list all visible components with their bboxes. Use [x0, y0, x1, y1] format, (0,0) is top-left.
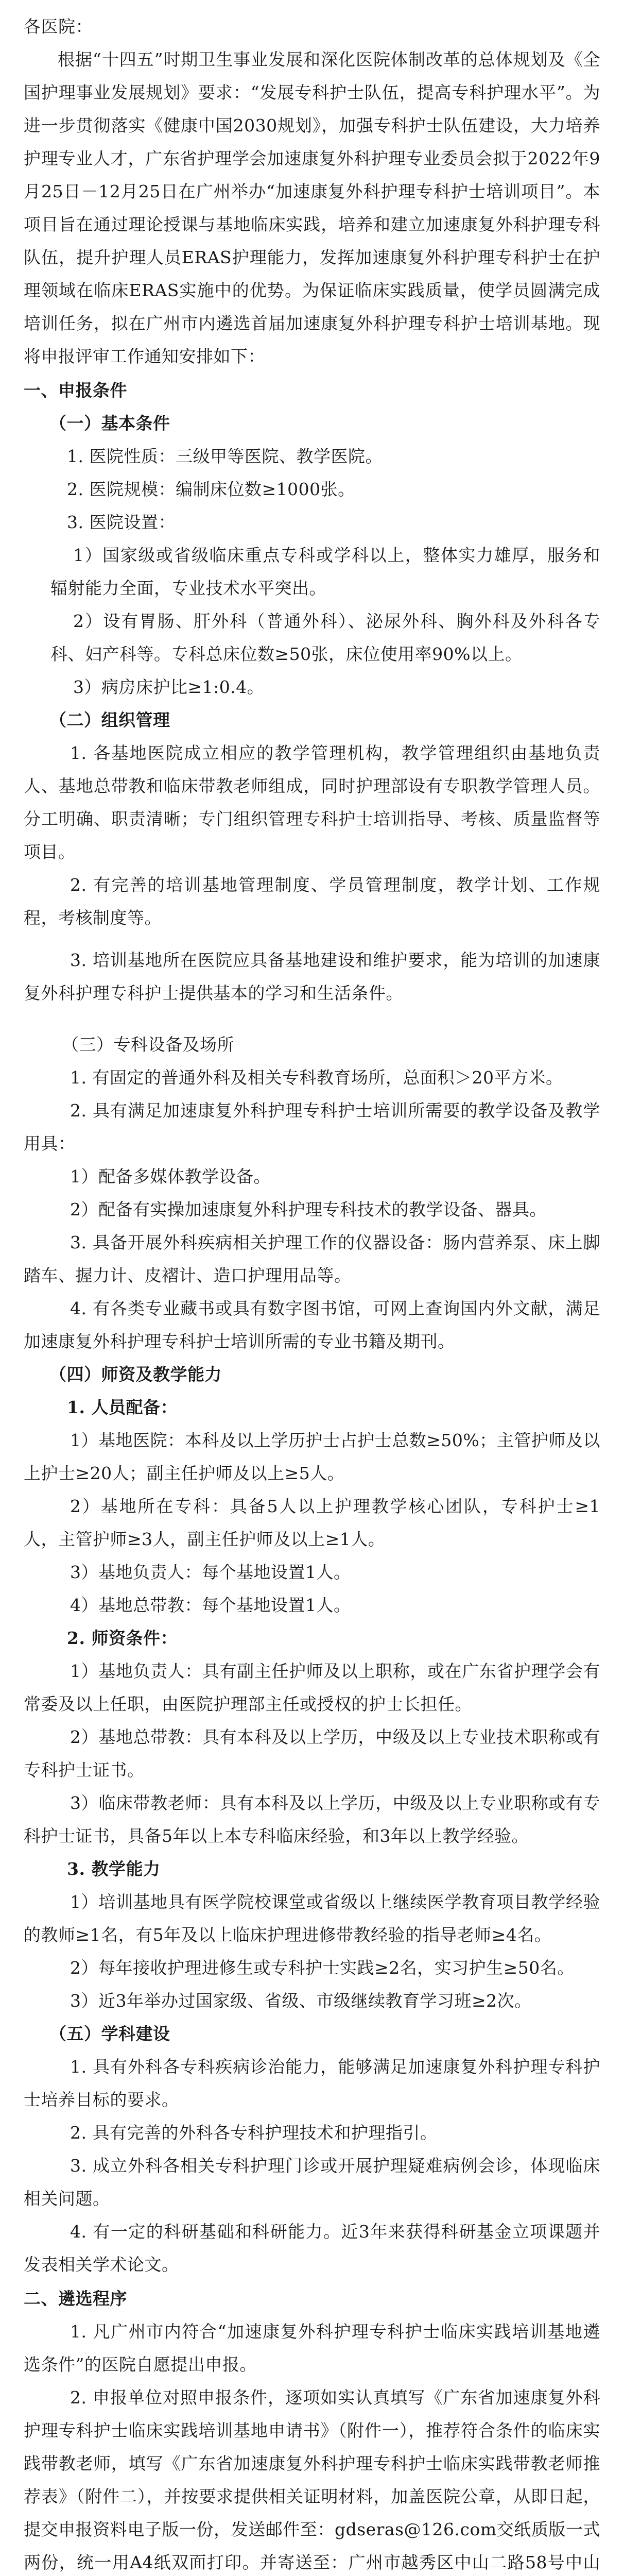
- equipment-item: 1. 有固定的普通外科及相关专科教育场所，总面积＞20平方米。: [70, 1067, 563, 1088]
- intro-paragraph: 根据“十四五”时期卫生事业发展和深化医院体制改革的总体规划及《全国护理事业发展规划》要求：“发展专科护士队伍，提高专科护理水平”。为进一步贯彻落实《健康中国2030规划》，加强专科护士队伍建设，大力培养护理专业人才，广东省护理学会加速康复外科护理专业委员会拟于2022年9月25日－12月25日在广州举办“加速康复外科护理专科护士培训项目”。本项目旨在通过理论授课与基地临床实践，培养和建立加速康复外科护理专科队伍，提升护理人员ERAS护理能力，发挥加速康复外科护理专科护士在护理领域在临床ERAS实施中的优势。为保证临床实践质量，使学员圆满完成培训任务，拟在广州市内遴选首届加速康复外科护理专科护士培训基地。现将申报评审工作通知安排如下：: [24, 49, 600, 366]
- discipline-item: 1. 具有外科各专科疾病诊治能力，能够满足加速康复外科护理专科护士培养目标的要求。: [24, 2057, 600, 2110]
- basic-sub-item: 1）国家级或省级临床重点专科或学科以上，整体实力雄厚，服务和辐射能力全面，专业技术水平突出。: [50, 545, 600, 598]
- org-item: 2. 有完善的培训基地管理制度、学员管理制度，教学计划、工作规程，考核制度等。: [24, 875, 600, 928]
- staff-subtitle: 1. 人员配备：: [67, 1397, 178, 1417]
- basic-conditions-title: （一）基本条件: [49, 413, 170, 433]
- section-2-title: 二、遴选程序: [24, 2289, 127, 2309]
- staff-item: 2）基地所在专科：具备5人以上护理教学核心团队，专科护士≥1人，主管护师≥3人，副主任护师及以上≥1人。: [24, 1496, 600, 1549]
- org-item: 1. 各基地医院成立相应的教学管理机构，教学管理组织由基地负责人、基地总带教和临床带教老师组成，同时护理部设有专职教学管理人员。分工明确、职责清晰；专门组织管理专科护士培训指导、考核、质量监督等项目。: [24, 743, 600, 862]
- staff-item: 4）基地总带教：每个基地设置1人。: [70, 1595, 351, 1615]
- procedure-item: 2. 申报单位对照申报条件，逐项如实认真填写《广东省加速康复外科护理专科护士临床实践培训基地申请书》（附件一），推荐符合条件的临床实践带教老师，填写《广东省加速康复外科护理专科护士临床实践带教老师推荐表》（附件二），并按要求提供相关证明材料，加盖医院公章，从即日起，提交申报资料电子版一份，发送邮件至：gdseras@126.com交纸质版一式两份，统一用A4纸双面打印。并寄送至：广州市越秀区中山二路58号中山: [24, 2387, 600, 2572]
- basic-sub-item: 3）病房床护比≥1:0.4。: [73, 677, 265, 697]
- discipline-item: 3. 成立外科各相关专科护理门诊或开展护理疑难病例会诊，体现临床相关问题。: [24, 2156, 600, 2209]
- basic-item: 1. 医院性质：三级甲等医院、教学医院。: [67, 446, 383, 466]
- staff-item: 1）培训基地具有医学院校课堂或省级以上继续医学教育项目教学经验的教师≥1名，有5年及以上临床护理进修带教经验的指导老师≥4名。: [24, 1892, 600, 1945]
- salutation: 各医院：: [24, 16, 93, 37]
- equipment-sub-item: 2）配备有实操加速康复外科护理专科技术的教学设备、器具。: [70, 1199, 547, 1219]
- staff-item: 2）每年接收护理进修生或专科护士实践≥2名，实习护生≥50名。: [70, 1958, 575, 1978]
- equipment-item: 2. 具有满足加速康复外科护理专科护士培训所需要的教学设备及教学用具：: [24, 1100, 600, 1154]
- basic-item: 3. 医院设置：: [67, 512, 176, 532]
- org-management-title: （二）组织管理: [49, 710, 170, 730]
- equipment-sub-item: 1）配备多媒体教学设备。: [70, 1166, 271, 1187]
- staff-item: 3）临床带教老师：具有本科及以上学历，中级及以上专业职称或有专科护士证书，具备5年以上本专科临床经验，和3年以上教学经验。: [24, 1793, 600, 1846]
- equipment-title: （三）专科设备及场所: [62, 1035, 234, 1055]
- discipline-item: 4. 有一定的科研基础和科研能力。近3年来获得科研基金立项课题并发表相关学术论文。: [24, 2222, 600, 2275]
- basic-sub-item: 2）设有胃肠、肝外科（普通外科）、泌尿外科、胸外科及外科各专科、妇产科等。专科总床位数≥50张，床位使用率90%以上。: [50, 611, 600, 664]
- staff-subtitle: 3. 教学能力: [67, 1859, 161, 1879]
- staff-item: 3）基地负责人：每个基地设置1人。: [70, 1562, 351, 1582]
- equipment-item: 4. 有各类专业藏书或具有数字图书馆，可网上查询国内外文献，满足加速康复外科护理专科护士培训所需的专业书籍及期刊。: [24, 1298, 600, 1351]
- equipment-item: 3. 具备开展外科疾病相关护理工作的仪器设备：肠内营养泵、床上脚踏车、握力计、皮褶计、造口护理用品等。: [24, 1232, 600, 1285]
- staff-item: 3）近3年举办过国家级、省级、市级继续教育学习班≥2次。: [70, 1991, 532, 2011]
- section-1-title: 一、申报条件: [24, 380, 127, 400]
- staff-item: 1）基地医院：本科及以上学历护士占护士总数≥50%；主管护师及以上护士≥20人；副主任护师及以上≥5人。: [24, 1430, 600, 1483]
- basic-item: 2. 医院规模：编制床位数≥1000张。: [67, 479, 355, 499]
- staff-title: （四）师资及教学能力: [49, 1364, 222, 1384]
- staff-subtitle: 2. 师资条件：: [67, 1628, 178, 1648]
- discipline-title: （五）学科建设: [49, 2024, 170, 2044]
- staff-item: 1）基地负责人：具有副主任护师及以上职称，或在广东省护理学会有常委及以上任职，由医院护理部主任或授权的护士长担任。: [24, 1661, 600, 1714]
- staff-item: 2）基地总带教：具有本科及以上学历，中级及以上专业技术职称或有专科护士证书。: [24, 1727, 600, 1780]
- org-item: 3. 培训基地所在医院应具备基地建设和维护要求，能为培训的加速康复外科护理专科护士提供基本的学习和生活条件。: [24, 950, 600, 1003]
- discipline-item: 2. 具有完善的外科各专科护理技术和护理指引。: [70, 2123, 438, 2143]
- procedure-item: 1. 凡广州市内符合“加速康复外科护理专科护士临床实践培训基地遴选条件”的医院自愿提出申报。: [24, 2321, 600, 2375]
